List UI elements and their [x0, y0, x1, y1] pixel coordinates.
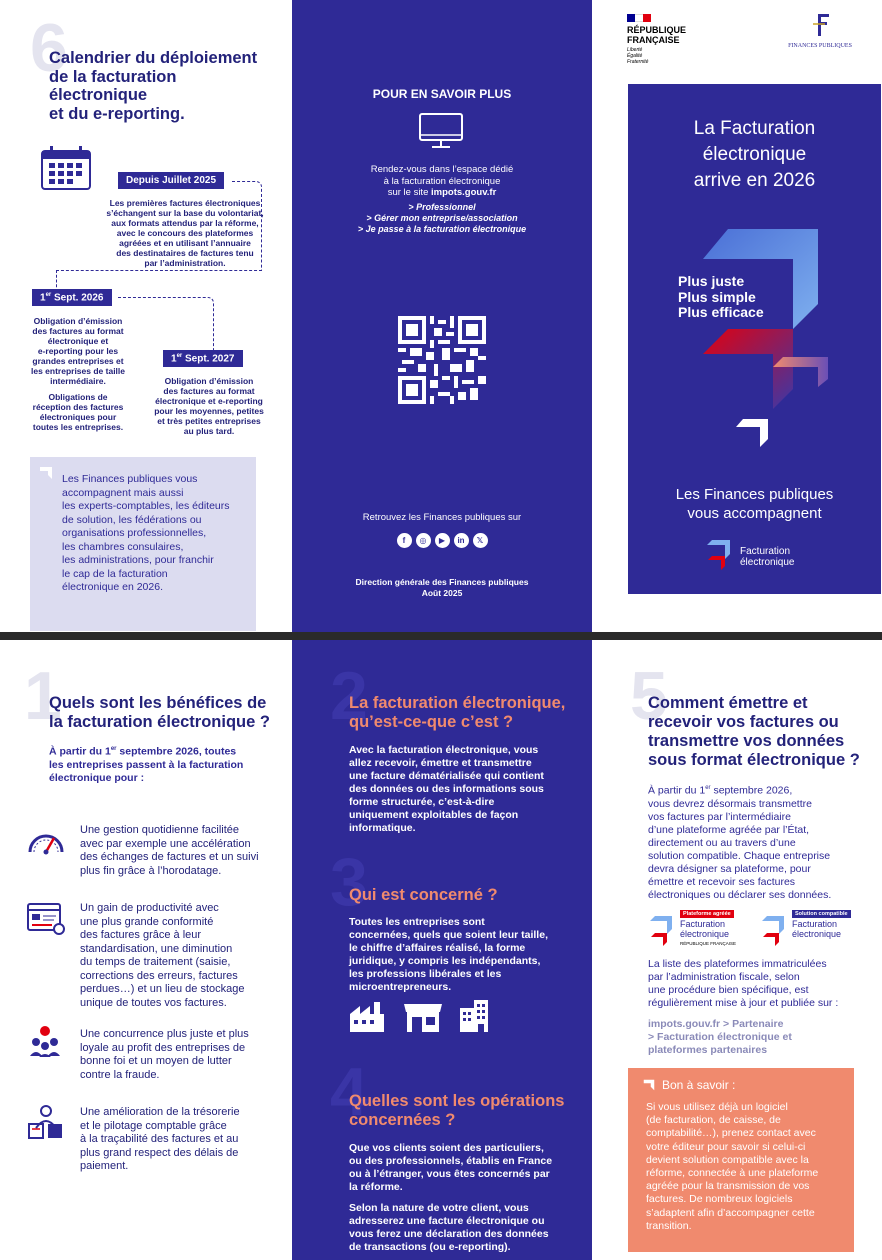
bottom-spread	[0, 640, 882, 1260]
cover-slogan: Plus juste Plus simple Plus efficace	[678, 273, 764, 320]
panel-number: 1	[24, 658, 62, 734]
benefits-title: Quels sont les bénéfices de la facturation électronique ?	[49, 694, 270, 731]
calendar-title: Calendrier du déploiement de la facturation électronique et du e-reporting.	[49, 49, 258, 123]
cover-title: La Facturation électronique arrive en 2026	[693, 118, 816, 191]
calendar-icon	[40, 145, 92, 191]
benefit-text: Une concurrence plus juste et plus loyale au profit des entreprises de bonne foi et un moyen de lutter contre la fraude.	[80, 1028, 249, 1081]
linkedin-icon[interactable]: in	[454, 533, 469, 548]
impots-link[interactable]: impots.gouv.fr	[431, 187, 497, 198]
platform-list-text: La liste des plateformes immatriculées par l’administration fiscale, selon une procédure bien spécifique, est régulièrement mise à jour et publiée sur :	[648, 958, 839, 1009]
panel-number: 3	[330, 844, 368, 920]
office-building-icon	[456, 998, 492, 1034]
who-text: Toutes les entreprises sont concernées, quels que soient leur taille, le chiffre d’affaires réalisé, la forme juridique, y compris les indépendants, les professions libérales et les microentrepreneurs.	[349, 916, 548, 993]
operations-title: Quelles sont les opérations concernées ?	[349, 1092, 565, 1129]
shop-icon	[402, 1000, 444, 1034]
people-group-icon	[28, 1024, 62, 1058]
rf-logo: RÉPUBLIQUE FRANÇAISE Liberté Égalité Fraternité	[627, 14, 707, 74]
text-2025: Les premières factures électroniques s’échangent sur la base du volontariat, aux formats attendus par la réforme, avec le concours des plateformes agréées et en utilisant l’annuaire des destinataires de factures tenu par l’administration.	[106, 198, 264, 268]
instagram-icon[interactable]: ◎	[416, 533, 431, 548]
benefit-text: Une amélioration de la trésorerie et le pilotage comptable grâce à la traçabilité des factures et au plus grand respect des délais de paiement.	[80, 1106, 240, 1172]
computer-monitor-icon	[418, 112, 464, 150]
what-is-title: La facturation électronique, qu’est-ce-que c’est ?	[349, 694, 566, 731]
learn-more-panel	[292, 0, 592, 632]
speedometer-icon	[26, 826, 66, 856]
facturation-logo: Facturation électronique	[704, 538, 824, 572]
quote-mark-icon	[642, 1078, 656, 1092]
text-2027: Obligation d’émission des factures au format électronique et e-reporting pour les moyennes, petites et très petites entreprises au plus tard.	[154, 376, 264, 436]
who-title: Qui est concerné ?	[349, 886, 498, 904]
facturation-logo-icon	[704, 538, 738, 572]
factory-icon	[348, 1000, 388, 1034]
good-to-know-box	[628, 1068, 854, 1252]
arrows-graphic	[688, 229, 863, 449]
learn-more-heading: POUR EN SAVOIR PLUS	[372, 87, 512, 101]
facturation-logo-icon	[760, 914, 790, 948]
panel-number: 5	[630, 658, 668, 734]
good-to-know-title: Bon à savoir :	[662, 1078, 736, 1092]
how-text: À partir du 1er septembre 2026, vous devrez désormais transmettre vos factures par l’intermédiaire d’une plateforme agréée par l’État, directement ou au travers d’une solution compatible. Chaque entreprise devra désigner sa plateforme, pour émettre et recevoir ses factures électroniques ou déclarer ses données.	[648, 784, 832, 901]
text-2026: Obligation d’émission des factures au format électronique et e-reporting pour les grandes entreprises et les entreprises de taille intermédiaire. Obligations de réception des factures électroniques pour toutes les entreprises.	[30, 316, 126, 432]
x-icon[interactable]: 𝕏	[473, 533, 488, 548]
social-label: Retrouvez les Finances publiques sur	[362, 512, 522, 523]
timeline-connector	[56, 270, 262, 271]
info-panel	[292, 640, 592, 1260]
direction-text: Direction générale des Finances publiques Août 2025	[355, 577, 529, 598]
fp-emblem-icon	[809, 12, 831, 38]
page-separator	[0, 632, 882, 640]
tag-sept-2026: 1er Sept. 2026	[32, 289, 112, 306]
tag-july-2025: Depuis Juillet 2025	[118, 172, 224, 189]
finances-publiques-logo: FINANCES PUBLIQUES	[780, 12, 860, 49]
facturation-logo-icon	[648, 914, 678, 948]
cover-panel	[628, 84, 881, 594]
cover-accompany: Les Finances publiques vous accompagnent	[675, 486, 834, 522]
dashboard-icon	[26, 902, 66, 936]
what-is-text: Avec la facturation électronique, vous allez recevoir, émettre et transmettre une facture dématérialisée qui contient des données ou des informations sous forme structurée, c’est-à-dire uniquement exploitables de façon informatique.	[349, 744, 544, 834]
accompaniment-text: Les Finances publiques vous accompagnent mais aussi les experts-comptables, les éditeurs de solution, les fédérations ou organisations professionnelles, les chambres consulaires, les administrations, pour franchir le cap de la facturation électronique en 2026.	[62, 473, 230, 593]
social-icons	[292, 530, 592, 548]
platform-link[interactable]: impots.gouv.fr > Partenaire > Facturation électronique et plateformes partenaires	[648, 1018, 792, 1056]
operations-text: Que vos clients soient des particuliers, ou des professionnels, établis en France ou à l’étranger, vous êtes concernés par la réforme. Selon la nature de votre client, vous adresserez une facture électronique ou vous ferez une déclaration des données de transactions (ou e-reporting).	[349, 1142, 553, 1253]
accompaniment-box	[30, 457, 256, 631]
benefit-text: Une gestion quotidienne facilitée avec par exemple une accélération des échanges de factures et un suivi plus fin grâce à l’horodatage.	[80, 824, 259, 877]
how-title: Comment émettre et recevoir vos factures ou transmettre vos données sous format électronique ?	[648, 694, 860, 769]
panel-number: 6	[30, 10, 68, 86]
learn-more-text: Rendez-vous dans l’espace dédié à la facturation électronique sur le site impots.gouv.fr	[370, 164, 514, 198]
panel-number: 4	[330, 1054, 368, 1130]
benefit-text: Un gain de productivité avec une plus grande conformité des factures grâce à leur standardisation, une diminution du temps de traitement (saisie, corrections des erreurs, factures perdues…) et un lieu de stockage unique de toutes vos factures.	[80, 902, 245, 1009]
tag-sept-2027: 1er Sept. 2027	[163, 350, 243, 367]
qr-code[interactable]	[398, 316, 486, 404]
benefits-intro: À partir du 1er septembre 2026, toutes les entreprises passent à la facturation électronique pour :	[49, 745, 244, 784]
panel-number: 2	[330, 658, 368, 734]
facebook-icon[interactable]: f	[397, 533, 412, 548]
learn-more-path: > Professionnel > Gérer mon entreprise/association > Je passe à la facturation électronique	[357, 202, 527, 234]
good-to-know-text: Si vous utilisez déjà un logiciel (de facturation, de caisse, de comptabilité…), prenez contact avec votre éditeur pour savoir si celui-ci devient solution compatible avec la réforme, connectée à une plateforme agréée pour la transmission de vos factures. De nombreux logiciels s’adaptent afin d’accompagner cette transition.	[646, 1101, 819, 1232]
compatible-solution-badge: Solution compatible Facturation électronique	[760, 910, 860, 952]
youtube-icon[interactable]: ▶	[435, 533, 450, 548]
invoice-person-icon	[26, 1104, 66, 1140]
approved-platform-badge: Plateforme agréée Facturation électronique RÉPUBLIQUE FRANÇAISE	[648, 910, 748, 952]
quote-mark-icon	[38, 465, 54, 481]
